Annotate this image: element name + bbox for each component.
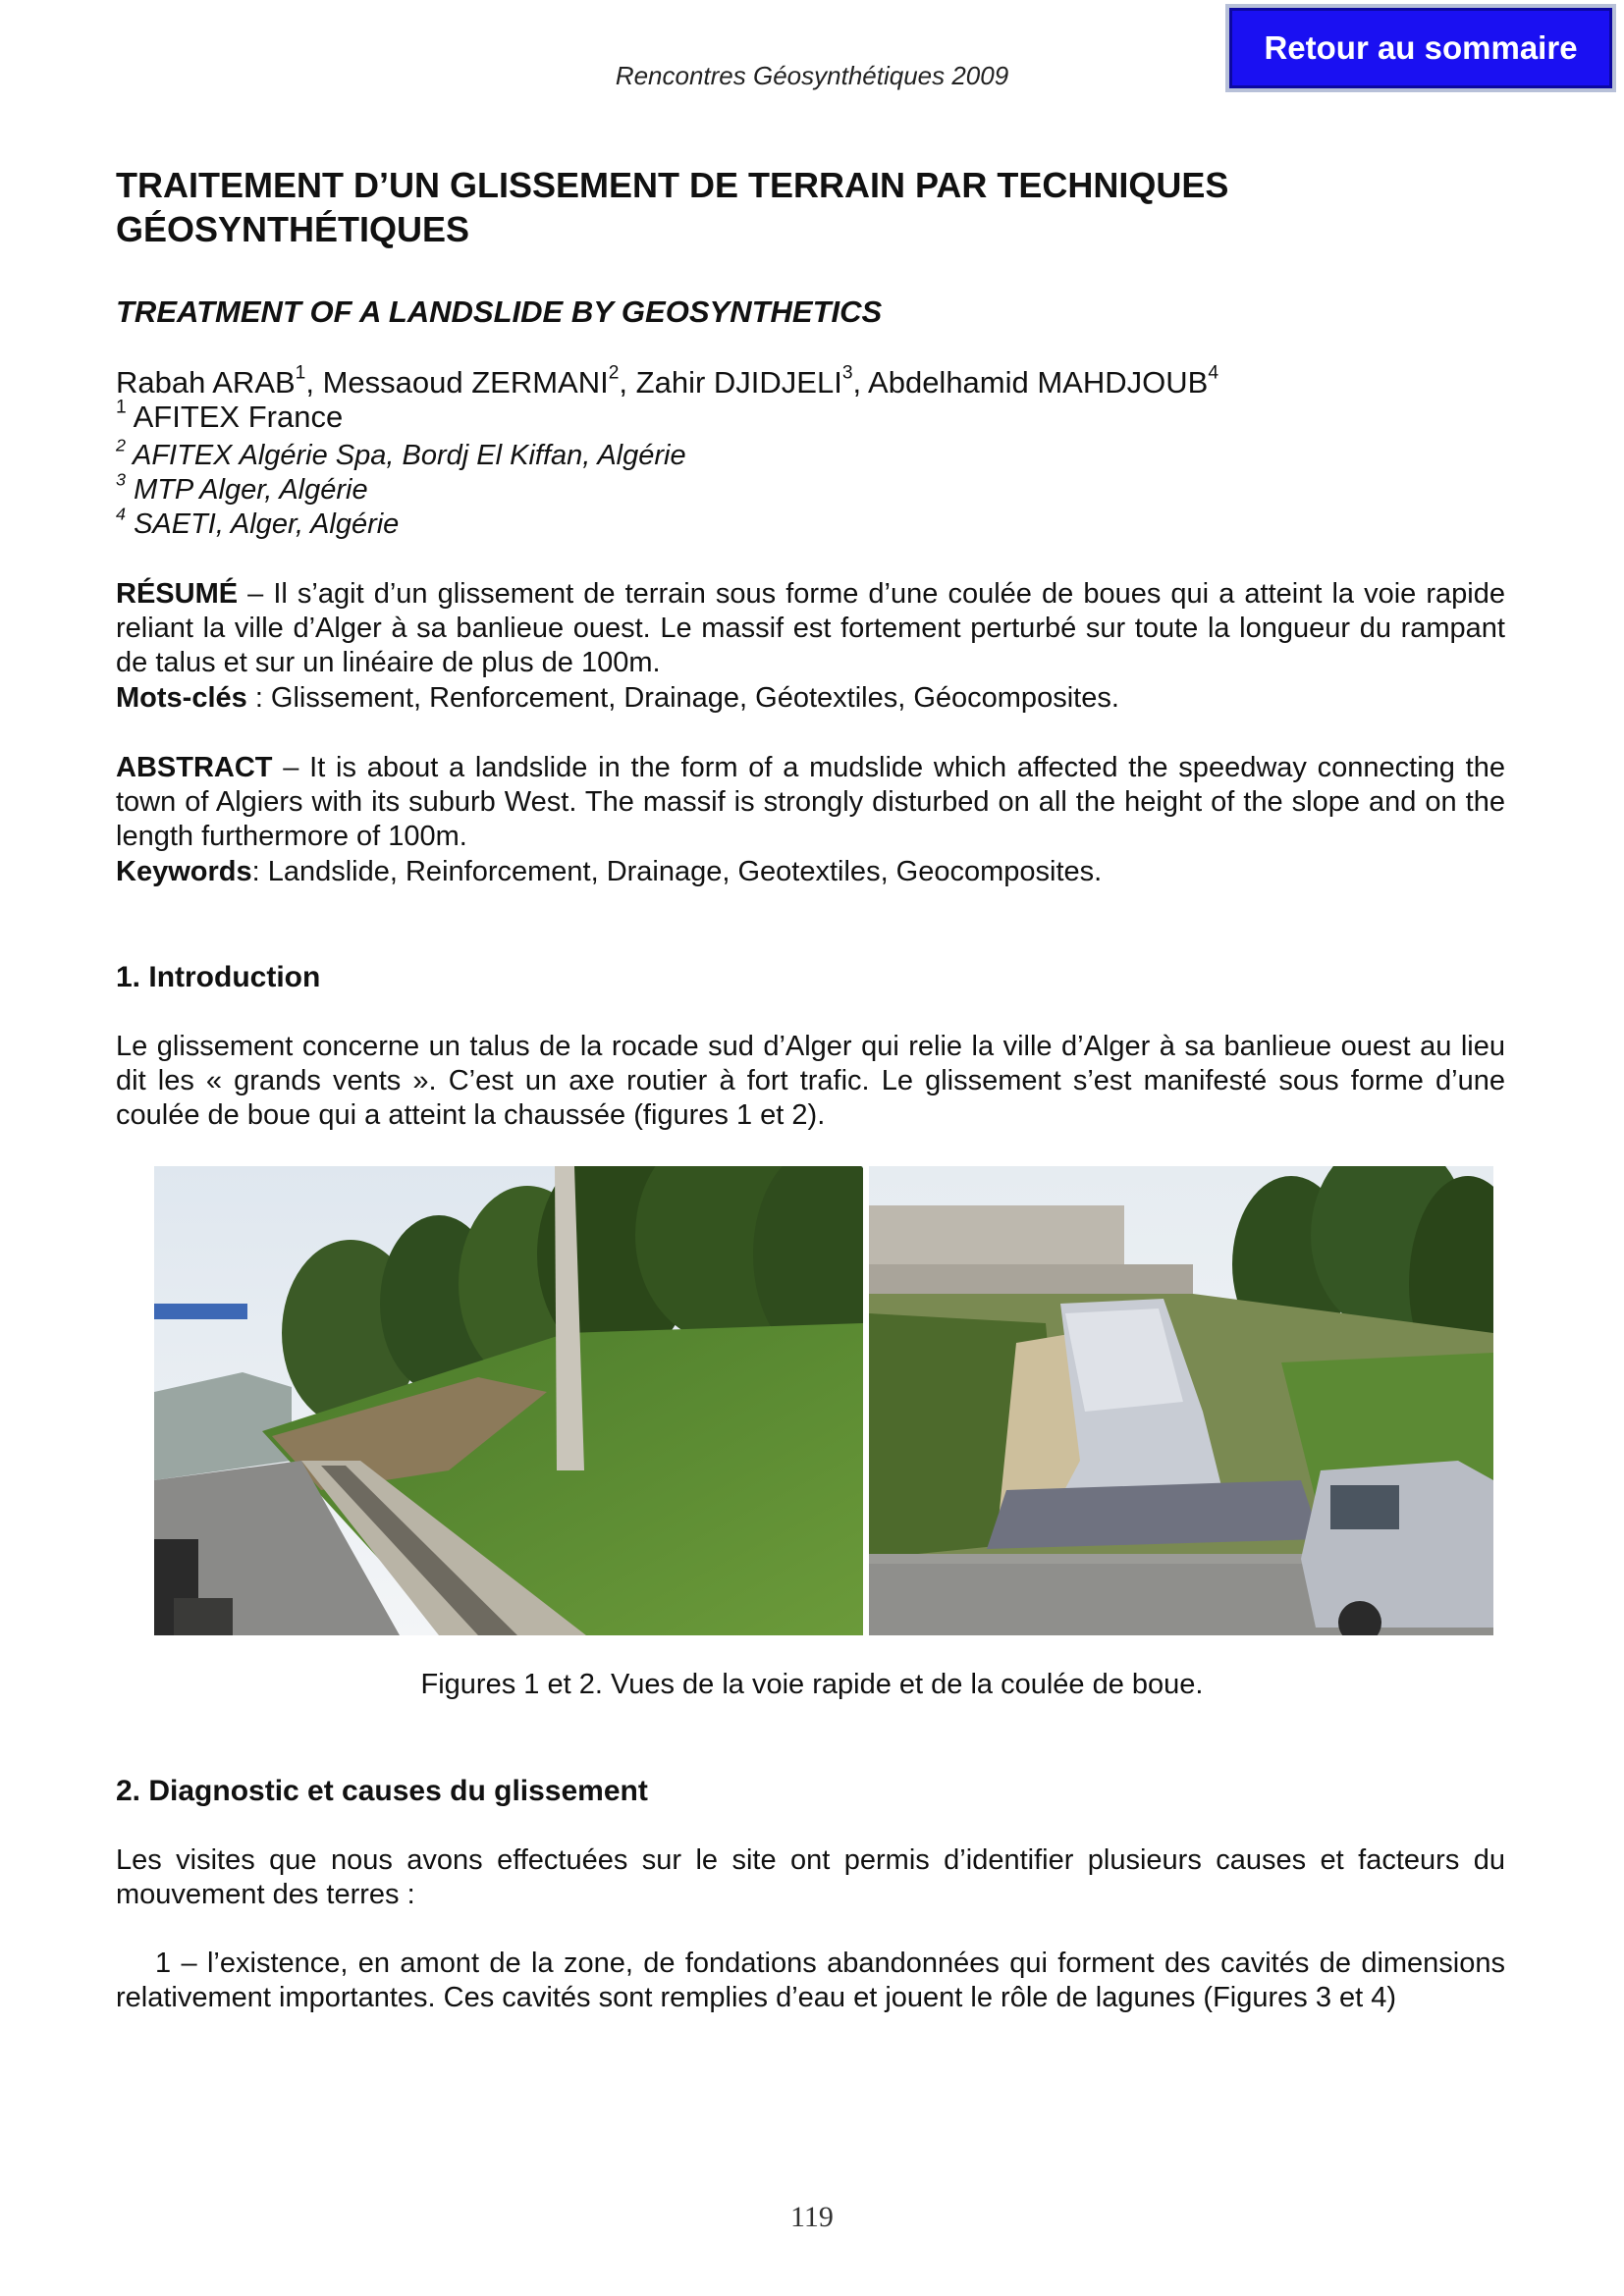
figure-1-photo	[154, 1166, 863, 1635]
keywords-text: : Glissement, Renforcement, Drainage, Géotextiles, Géocomposites.	[246, 682, 1119, 714]
affiliation	[116, 469, 368, 507]
affiliation-text: AFITEX Algérie Spa, Bordj El Kiffan, Algérie	[132, 440, 686, 471]
return-to-summary-button[interactable]: Retour au sommaire	[1225, 4, 1616, 92]
list-item: 1 – l’existence, en amont de la zone, de fondations abandonnées qui forment des cavités de dimensions relativement importantes. Ces cavités sont remplies d’eau et jouent le rôle de lagunes (Figures 3 et 4)	[116, 1948, 1505, 2013]
resume-label: RÉSUMÉ	[116, 578, 239, 610]
affiliation-text: MTP Alger, Algérie	[134, 474, 368, 506]
paper-title: TRAITEMENT D’UN GLISSEMENT DE TERRAIN PAR TECHNIQUES GÉOSYNTHÉTIQUES	[116, 165, 1229, 249]
section-heading: 2. Diagnostic et causes du glissement	[116, 1775, 648, 1807]
abstract-paragraph	[116, 751, 1505, 854]
resume-text: – Il s’agit d’un glissement de terrain sous forme d’une coulée de boues qui a atteint la voie rapide reliant la ville d’Alger à sa banlieue ouest. Le massif est fortement perturbé sur toute la longueur du rampant de talus et sur un linéaire de plus de 100m.	[116, 578, 1505, 678]
affiliation-text: AFITEX France	[133, 400, 344, 434]
author-affiliation-mark: 1	[295, 362, 306, 384]
figure-2-photo	[869, 1166, 1493, 1635]
author-name: Zahir DJIDJELI	[635, 365, 842, 400]
page-number: 119	[790, 2201, 834, 2233]
keywords-text: : Landslide, Reinforcement, Drainage, Geotextiles, Geocomposites.	[251, 856, 1103, 887]
affiliation	[116, 435, 686, 472]
author-name: Abdelhamid MAHDJOUB	[868, 365, 1209, 400]
abstract-text: – It is about a landslide in the form of a mudslide which affected the speedway connecting the town of Algiers with its suburb West. The massif is strongly disturbed on all the height of the slope and on the length furthermore of 100m.	[116, 752, 1505, 852]
author-affiliation-mark: 4	[1208, 362, 1219, 384]
keywords-label: Mots-clés	[116, 682, 247, 714]
running-header: Rencontres Géosynthétiques 2009	[615, 61, 1009, 90]
author-name: Messaoud ZERMANI	[322, 365, 609, 400]
section-paragraph: Le glissement concerne un talus de la rocade sud d’Alger qui relie la ville d’Alger à sa banlieue ouest au lieu dit les « grands vents ». C’est un axe routier à fort trafic. Le glissement s’est manifesté sous forme d’une coulée de boue qui a atteint la chaussée (figures 1 et 2).	[116, 1031, 1505, 1131]
author-affiliation-mark: 2	[608, 362, 620, 384]
author-affiliation-mark: 3	[841, 362, 853, 384]
resume-paragraph	[116, 577, 1505, 680]
abstract-label: ABSTRACT	[116, 752, 273, 783]
affiliation	[116, 397, 344, 434]
affiliation-number: 4	[116, 504, 126, 524]
section-paragraph: Les visites que nous avons effectuées sur le site ont permis d’identifier plusieurs causes et facteurs du mouvement des terres :	[116, 1844, 1505, 1910]
affiliation-number: 3	[116, 469, 126, 490]
abstract-keywords	[116, 855, 1505, 889]
author-name: Rabah ARAB	[116, 365, 296, 400]
affiliation-number: 1	[116, 397, 127, 418]
affiliation-number: 2	[116, 435, 126, 455]
section-heading: 1. Introduction	[116, 961, 321, 993]
affiliation	[116, 504, 400, 541]
figure-caption: Figures 1 et 2. Vues de la voie rapide et de la coulée de boue.	[420, 1669, 1204, 1700]
paper-subtitle: TREATMENT OF A LANDSLIDE BY GEOSYNTHETICS	[116, 294, 883, 329]
keywords-label: Keywords	[116, 856, 252, 887]
affiliation-text: SAETI, Alger, Algérie	[134, 508, 400, 540]
author-list: Rabah ARAB$^1$, Messaoud ZERMANI$^2$, Zahir DJIDJELI$^3$, Abdelhamid MAHDJOUB$^4$	[116, 362, 1219, 400]
resume-keywords	[116, 681, 1505, 716]
